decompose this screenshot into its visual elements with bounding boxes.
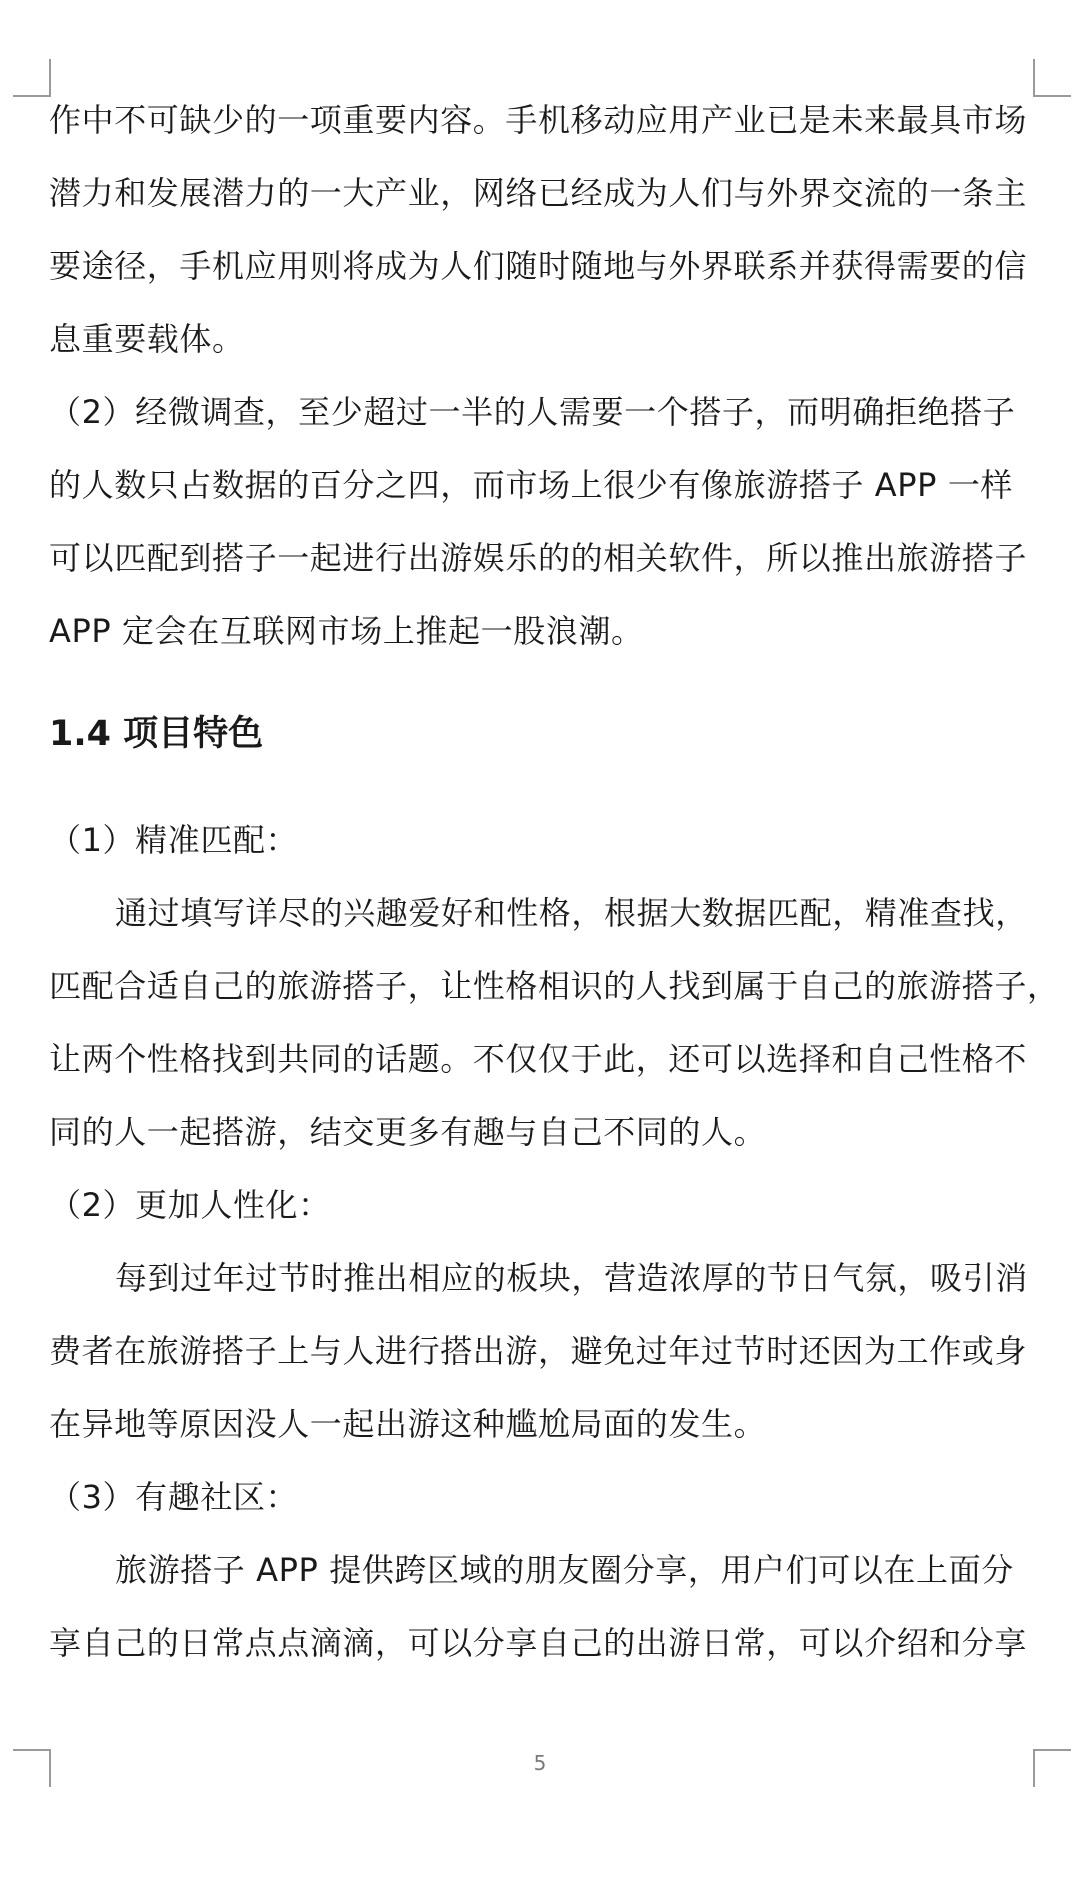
crop-mark-top-right [1033,59,1071,97]
paragraph-line: 作中不可缺少的一项重要内容。手机移动应用产业已是未来最具市场 [49,101,1028,139]
paragraph-line: 通过填写详尽的兴趣爱好和性格，根据大数据匹配，精准查找， [115,894,1028,932]
paragraph-line: APP 定会在互联网市场上推起一股浪潮。 [49,612,644,650]
paragraph-line: （2）经微调查，至少超过一半的人需要一个搭子，而明确拒绝搭子 [49,393,1016,431]
feature-title: （2）更加人性化： [49,1186,331,1224]
paragraph-line: 旅游搭子 APP 提供跨区域的朋友圈分享，用户们可以在上面分 [115,1551,1014,1589]
paragraph-line: 在异地等原因没人一起出游这种尴尬局面的发生。 [49,1405,767,1443]
page-number: 5 [533,1751,547,1775]
paragraph-line: 可以匹配到搭子一起进行出游娱乐的的相关软件，所以推出旅游搭子 [49,539,1028,577]
paragraph-line: 同的人一起搭游，结交更多有趣与自己不同的人。 [49,1113,767,1151]
feature-title: （3）有趣社区： [49,1478,299,1516]
paragraph-line: 息重要载体。 [49,320,245,358]
paragraph-line: 费者在旅游搭子上与人进行搭出游，避免过年过节时还因为工作或身 [49,1332,1028,1370]
paragraph-line: 匹配合适自己的旅游搭子，让性格相识的人找到属于自己的旅游搭子， [49,967,1060,1005]
paragraph-line: 要途径，手机应用则将成为人们随时随地与外界联系并获得需要的信 [49,247,1028,285]
paragraph-line: 潜力和发展潜力的一大产业，网络已经成为人们与外界交流的一条主 [49,174,1028,212]
feature-title: （1）精准匹配： [49,821,299,859]
paragraph-line: 每到过年过节时推出相应的板块，营造浓厚的节日气氛，吸引消 [115,1259,1028,1297]
paragraph-line: 的人数只占数据的百分之四，而市场上很少有像旅游搭子 APP 一样 [49,466,1014,504]
paragraph-line: 享自己的日常点点滴滴，可以分享自己的出游日常，可以介绍和分享 [49,1624,1028,1662]
paragraph-line: 让两个性格找到共同的话题。不仅仅于此，还可以选择和自己性格不 [49,1040,1028,1078]
section-heading: 1.4 项目特色 [49,714,264,754]
crop-mark-top-left [13,59,51,97]
